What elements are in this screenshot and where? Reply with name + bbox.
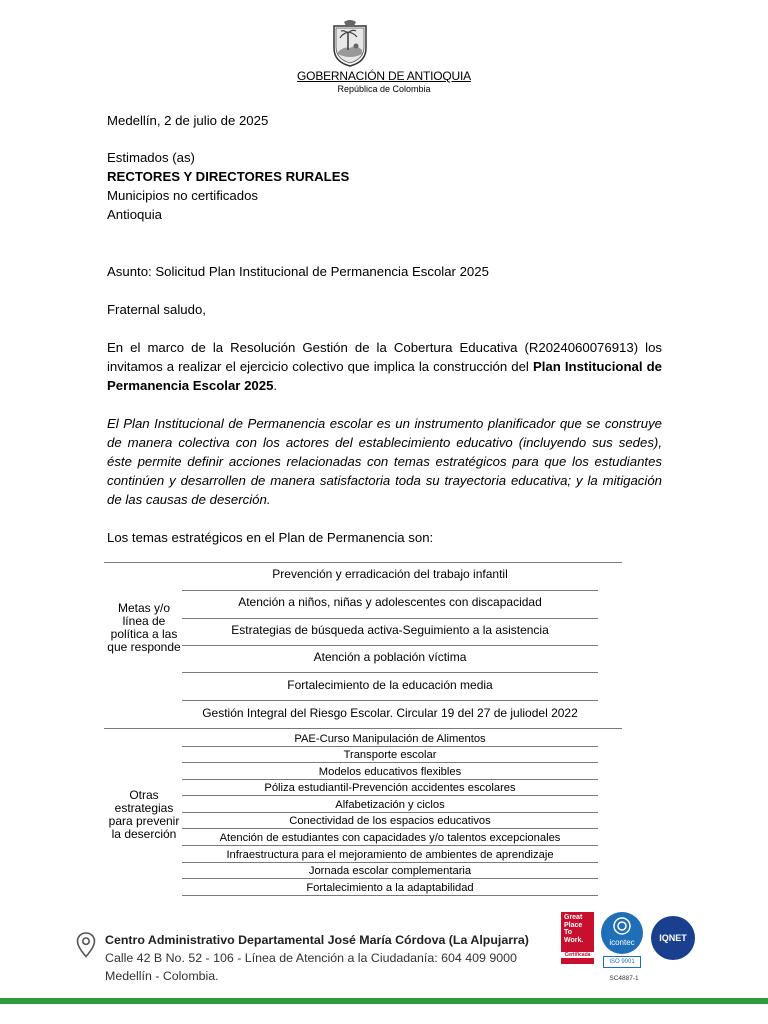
row-divider [182, 746, 598, 747]
table-row: Prevención y erradicación del trabajo infantil [272, 567, 508, 581]
strategic-topics-table [104, 562, 622, 896]
row-divider [182, 895, 598, 896]
table-row: Fortalecimiento a la adaptabilidad [306, 882, 474, 894]
paragraph-intro [107, 338, 662, 395]
table-row: Infraestructura para el mejoramiento de ambientes de aprendizaje [226, 849, 554, 861]
salutation-block [107, 148, 662, 224]
table-row: Atención a población víctima [313, 650, 467, 664]
row-divider [182, 672, 598, 673]
certificate-code: SC4887-1 [609, 975, 639, 982]
recipients-region: Antioquia [107, 207, 162, 222]
recipients-municipalities: Municipios no certificados [107, 188, 258, 203]
row-divider [182, 645, 598, 646]
row-divider [182, 779, 598, 780]
plan-name: Plan Institucional de Permanencia Escolar 2025 [107, 359, 662, 393]
row-divider [182, 795, 598, 796]
table-row: Jornada escolar complementaria [308, 865, 472, 877]
paragraph-topics-intro: Los temas estratégicos en el Plan de Permanencia son: [107, 530, 434, 545]
greeting: Fraternal saludo, [107, 302, 206, 317]
city: Medellín - Colombia. [105, 969, 219, 983]
table-row: PAE-Curso Manipulación de Alimentos [294, 733, 486, 745]
row-divider [182, 700, 598, 701]
recipients: RECTORES Y DIRECTORES RURALES [107, 169, 350, 184]
iqnet-badge: IQNET [651, 916, 695, 960]
country-name: República de Colombia [337, 84, 431, 94]
footer-green-bar [0, 998, 768, 1004]
institution-name: GOBERNACIÓN DE ANTIOQUIA [297, 69, 471, 83]
office-name: Centro Administrativo Departamental José María Córdova (La Alpujarra) [105, 933, 529, 947]
row-divider [182, 762, 598, 763]
footer-address [105, 931, 529, 985]
row-divider [182, 618, 598, 619]
icontec-badge [601, 912, 643, 970]
iso-label: ISO 9001 [603, 956, 641, 968]
table-top-rule [104, 562, 622, 563]
row-divider [182, 812, 598, 813]
icontec-logo: icontec [601, 912, 643, 954]
table-row: Estrategias de búsqueda activa-Seguimiento a la asistencia [231, 623, 549, 637]
group-divider [104, 728, 622, 729]
place-date: Medellín, 2 de julio de 2025 [107, 113, 269, 128]
row-divider [182, 590, 598, 591]
group-label-other-strategies: Otras estrategias para prevenir la deserción [108, 788, 180, 841]
table-row: Alfabetización y ciclos [335, 799, 445, 811]
table-row: Atención a niños, niñas y adolescentes con discapacidad [238, 595, 542, 609]
table-row: Fortalecimiento de la educación media [287, 678, 493, 692]
paragraph-intro-end: . [273, 378, 278, 393]
paragraph-intro-text: En el marco de la Resolución Gestión de la Cobertura Educativa (R2024060076913) los invitamos a realizar el ejercicio colectivo que implica la construcción del [107, 340, 662, 374]
group-label-policy-goals: Metas y/o línea de política a las que responde [107, 601, 181, 654]
table-row: Transporte escolar [343, 749, 437, 761]
paragraph-plan-description: El Plan Institucional de Permanencia escolar es un instrumento planificador que se construye de manera colectiva con los actores del establecimiento educativo (incluyendo sus sedes), éste permite definir acciones relacionadas con temas estratégicos para que los estudiantes continúen y desarrollen de manera satisfactoria toda su trayectoria educativa; y la mitigación de las causas de deserción. [107, 416, 662, 507]
table-row: Gestión Integral del Riesgo Escolar. Circular 19 del 27 de juliodel 2022 [202, 706, 578, 720]
row-divider [182, 828, 598, 829]
row-divider [182, 878, 598, 879]
row-divider [182, 862, 598, 863]
table-row: Póliza estudiantil-Prevención accidentes escolares [264, 782, 516, 794]
crest-icon [324, 18, 376, 68]
salutation-to: Estimados (as) [107, 150, 195, 165]
location-pin-icon [76, 932, 96, 958]
subject-line: Asunto: Solicitud Plan Institucional de Permanencia Escolar 2025 [107, 264, 489, 279]
street-phone: Calle 42 B No. 52 - 106 - Línea de Atención a la Ciudadanía: 604 409 9000 [105, 951, 517, 965]
row-divider [182, 845, 598, 846]
table-row: Modelos educativos flexibles [318, 766, 462, 778]
great-place-to-work-badge: Great Place To Work. Certificada [561, 912, 594, 964]
table-row: Conectividad de los espacios educativos [289, 815, 491, 827]
table-row: Atención de estudiantes con capacidades y/o talentos excepcionales [219, 832, 561, 844]
